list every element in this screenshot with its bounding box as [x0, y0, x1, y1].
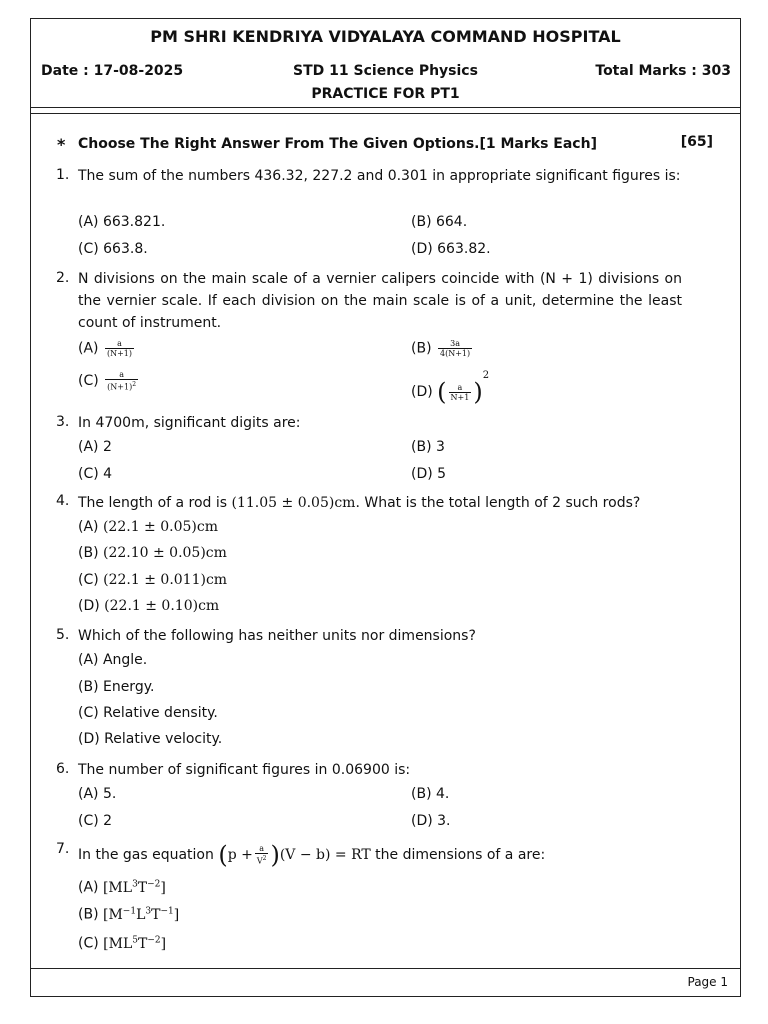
- option-d: (D) 5: [411, 466, 447, 482]
- exam-date: Date : 17-08-2025: [41, 63, 184, 79]
- close-paren: ): [473, 378, 483, 406]
- option-c: [78, 572, 227, 588]
- option-b: (B) Energy.: [78, 679, 155, 695]
- exponent: 5: [132, 935, 138, 945]
- exponent: −2: [147, 935, 161, 945]
- question-text-post: the dimensions of a are:: [375, 847, 546, 863]
- fraction-numerator: a: [119, 370, 124, 379]
- total-marks: Total Marks : 303: [595, 63, 731, 79]
- exponent: 3: [132, 879, 138, 889]
- exponent: 2: [132, 381, 137, 388]
- option-value: (22.10 ± 0.05)cm: [102, 545, 227, 561]
- option-b: [78, 906, 179, 923]
- option-c: [78, 370, 140, 392]
- option-label: (C): [78, 372, 99, 389]
- option-value: (22.1 ± 0.05)cm: [102, 519, 218, 535]
- question-number: 3.: [56, 414, 70, 430]
- dim-part: ]: [160, 935, 167, 952]
- question-text: The number of significant figures in 0.06900 is:: [78, 762, 411, 778]
- dim-part: [ML: [103, 935, 133, 952]
- header-divider: [30, 107, 741, 108]
- dim-part: T: [137, 879, 148, 896]
- close-paren: ): [270, 841, 280, 869]
- option-c: (C) 663.8.: [78, 241, 148, 257]
- option-label: (A): [78, 879, 99, 896]
- option-d: [411, 370, 489, 406]
- option-c: (C) Relative density.: [78, 705, 218, 721]
- question-text-pre: In the gas equation: [78, 847, 214, 863]
- option-b: [411, 339, 474, 358]
- gas-equation: [218, 841, 371, 869]
- fraction: [438, 339, 472, 358]
- question-number: 5.: [56, 627, 70, 643]
- option-label: (B): [78, 545, 99, 561]
- option-d: (D) Relative velocity.: [78, 731, 223, 747]
- open-paren: (: [437, 378, 447, 406]
- option-a: (A) 663.821.: [78, 214, 166, 230]
- fraction-numerator: 3a: [450, 339, 460, 348]
- exponent: −1: [122, 906, 137, 916]
- question-text: [78, 492, 682, 514]
- question-number: 6.: [56, 761, 70, 777]
- option-label: (A): [78, 519, 99, 535]
- dim-part: L: [136, 906, 146, 923]
- fraction-denominator: [105, 379, 138, 392]
- fraction: [255, 844, 269, 866]
- option-value: [103, 907, 179, 923]
- question-text-pre: The length of a rod is: [78, 495, 228, 511]
- section-marks: [65]: [680, 134, 713, 150]
- dim-part: ]: [173, 906, 180, 923]
- option-value: (22.1 ± 0.10)cm: [104, 598, 220, 614]
- question-number: 7.: [56, 841, 70, 857]
- option-a: [78, 519, 218, 535]
- dim-part: T: [137, 935, 148, 952]
- option-a: [78, 879, 166, 896]
- exponent: 2: [482, 370, 490, 381]
- exponent: 3: [145, 906, 152, 916]
- option-d: (D) 663.82.: [411, 241, 491, 257]
- page-number: Page 1: [687, 975, 728, 989]
- fraction-denominator: (N+1): [106, 349, 133, 358]
- option-label: (D): [411, 384, 433, 400]
- exponent: −1: [160, 906, 174, 916]
- subject-label: STD 11 Science Physics: [293, 63, 478, 79]
- equation-term: p +: [227, 847, 253, 863]
- fraction: [105, 339, 134, 358]
- exponent: −2: [147, 879, 161, 889]
- fraction-numerator: a: [457, 382, 463, 392]
- fraction-numerator: a: [117, 339, 122, 348]
- option-label: (A): [78, 340, 99, 357]
- school-title: PM SHRI KENDRIYA VIDYALAYA COMMAND HOSPITAL: [150, 27, 621, 46]
- option-value: [103, 936, 166, 952]
- fraction-denominator: [255, 853, 269, 866]
- footer-divider: [30, 968, 741, 969]
- question-text: In 4700m, significant digits are:: [78, 415, 301, 431]
- math-expression: (11.05 ± 0.05)cm.: [231, 495, 360, 511]
- question-text: N divisions on the main scale of a vernier calipers coincide with (N + 1) divisions on the vernier scale. If each division on the main scale is of a unit, determine the least count of instrument.: [78, 271, 682, 331]
- option-b: [78, 545, 227, 561]
- option-b: (B) 664.: [411, 214, 468, 230]
- fraction-denominator: 4(N+1): [439, 349, 471, 358]
- option-label: (C): [78, 935, 99, 952]
- dim-part: ]: [160, 879, 166, 896]
- option-a: [78, 339, 136, 358]
- fraction-denominator-base: (N+1): [107, 382, 133, 392]
- fraction-denominator: N+1: [450, 392, 470, 402]
- fraction: [449, 383, 472, 402]
- question-number: 1.: [56, 167, 70, 183]
- open-paren: (: [218, 841, 228, 869]
- option-a: (A) 2: [78, 439, 112, 455]
- option-label: (C): [78, 572, 99, 588]
- option-label: (B): [411, 340, 432, 357]
- fraction: [105, 370, 138, 392]
- option-c: (C) 4: [78, 466, 113, 482]
- option-a: (A) 5.: [78, 786, 117, 802]
- exponent: 2: [262, 855, 267, 863]
- section-bullet: *: [57, 135, 66, 154]
- question-number: 4.: [56, 493, 70, 509]
- option-value: (22.1 ± 0.011)cm: [103, 572, 228, 588]
- option-c: (C) 2: [78, 813, 113, 829]
- dim-part: [ML: [102, 879, 133, 896]
- option-label: (D): [78, 598, 100, 614]
- question-text-post: What is the total length of 2 such rods?: [364, 495, 641, 511]
- option-c: [78, 935, 166, 952]
- option-a: (A) Angle.: [78, 652, 148, 668]
- option-value: [103, 880, 166, 896]
- option-b: (B) 3: [411, 439, 445, 455]
- section-instruction: Choose The Right Answer From The Given Options.[1 Marks Each]: [78, 136, 597, 152]
- question-text: The sum of the numbers 436.32, 227.2 and 0.301 in appropriate significant figures is:: [78, 168, 681, 184]
- header-divider-double: [30, 113, 741, 114]
- question-text: [78, 841, 682, 869]
- option-d: [78, 598, 219, 614]
- equation-rest: (V − b) = RT: [279, 847, 371, 863]
- dim-part: [M: [102, 906, 123, 923]
- fraction-numerator: a: [259, 844, 265, 854]
- option-label: (B): [78, 906, 99, 923]
- question-number: 2.: [56, 270, 70, 286]
- test-name: PRACTICE FOR PT1: [311, 86, 460, 102]
- option-d: (D) 3.: [411, 813, 451, 829]
- dim-part: T: [151, 906, 161, 923]
- fraction-denominator-base: V: [256, 856, 263, 866]
- option-b: (B) 4.: [411, 786, 450, 802]
- question-text: Which of the following has neither units nor dimensions?: [78, 628, 476, 644]
